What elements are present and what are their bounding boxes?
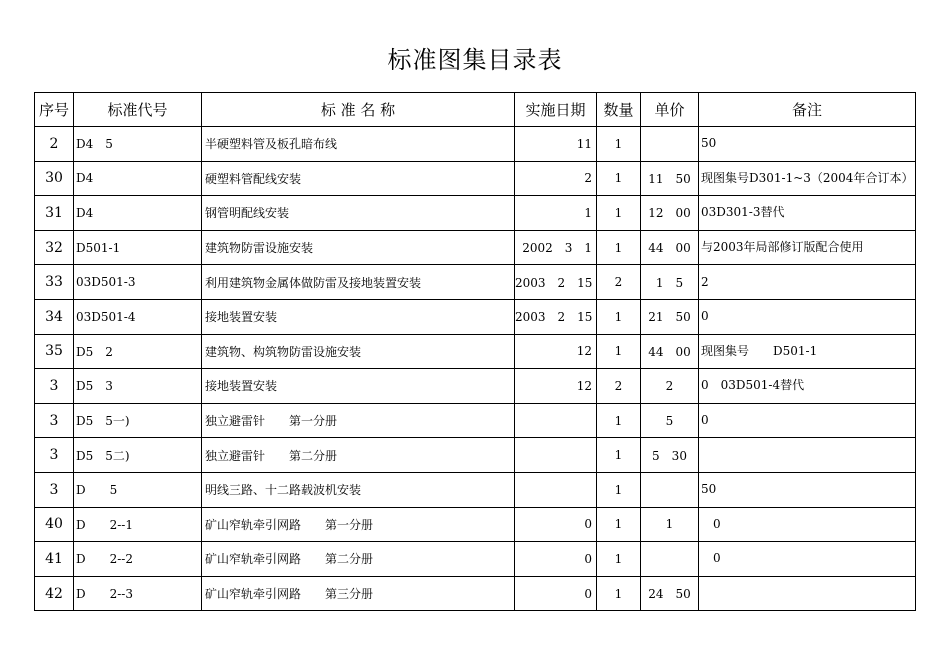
cell-code: D501-1	[74, 230, 202, 265]
table-row	[35, 334, 916, 369]
table-row	[35, 230, 916, 265]
cell-remark: 0	[699, 299, 916, 334]
cell-seq: 31	[35, 196, 74, 231]
cell-date: 2003 2 15	[515, 299, 597, 334]
catalog-table	[34, 92, 916, 611]
table-row	[35, 472, 916, 507]
cell-qty: 1	[597, 196, 641, 231]
header-code: 标准代号	[74, 93, 202, 127]
cell-qty: 1	[597, 542, 641, 577]
table-row	[35, 507, 916, 542]
cell-qty: 1	[597, 334, 641, 369]
header-name: 标 准 名 称	[202, 93, 515, 127]
cell-price: 11 50	[641, 161, 699, 196]
cell-qty: 2	[597, 369, 641, 404]
cell-name: 建筑物防雷设施安装	[202, 230, 515, 265]
cell-date: 1	[515, 196, 597, 231]
table-row	[35, 265, 916, 300]
cell-code: D 2--3	[74, 576, 202, 611]
cell-name: 独立避雷针 第二分册	[202, 438, 515, 473]
cell-seq: 40	[35, 507, 74, 542]
cell-name: 利用建筑物金属体做防雷及接地装置安装	[202, 265, 515, 300]
cell-qty: 1	[597, 507, 641, 542]
cell-price: 44 00	[641, 334, 699, 369]
cell-remark: 0	[699, 507, 916, 542]
cell-code: D4 5	[74, 127, 202, 162]
cell-date: 11	[515, 127, 597, 162]
cell-remark: 现图集号D301-1~3（2004年合订本）	[699, 161, 916, 196]
cell-remark: 0 03D501-4替代	[699, 369, 916, 404]
cell-code: D5 5二)	[74, 438, 202, 473]
cell-seq: 32	[35, 230, 74, 265]
cell-date: 12	[515, 334, 597, 369]
cell-name: 接地装置安装	[202, 299, 515, 334]
cell-qty: 1	[597, 403, 641, 438]
cell-qty: 2	[597, 265, 641, 300]
table-row	[35, 576, 916, 611]
cell-remark: 2	[699, 265, 916, 300]
table-row	[35, 161, 916, 196]
cell-remark: 03D301-3替代	[699, 196, 916, 231]
cell-name: 独立避雷针 第一分册	[202, 403, 515, 438]
cell-code: D5 3	[74, 369, 202, 404]
cell-date: 0	[515, 507, 597, 542]
cell-price: 24 50	[641, 576, 699, 611]
table-row	[35, 127, 916, 162]
table-row	[35, 299, 916, 334]
cell-name: 矿山窄轨牵引网路 第一分册	[202, 507, 515, 542]
cell-name: 钢管明配线安装	[202, 196, 515, 231]
cell-name: 明线三路、十二路载波机安装	[202, 472, 515, 507]
cell-qty: 1	[597, 472, 641, 507]
cell-qty: 1	[597, 299, 641, 334]
cell-code: D 2--2	[74, 542, 202, 577]
cell-date: 2	[515, 161, 597, 196]
table-row	[35, 403, 916, 438]
table-row	[35, 438, 916, 473]
cell-seq: 3	[35, 472, 74, 507]
cell-seq: 2	[35, 127, 74, 162]
cell-code: D4	[74, 161, 202, 196]
cell-qty: 1	[597, 161, 641, 196]
cell-price: 12 00	[641, 196, 699, 231]
cell-seq: 33	[35, 265, 74, 300]
cell-code: D 5	[74, 472, 202, 507]
cell-name: 矿山窄轨牵引网路 第三分册	[202, 576, 515, 611]
cell-code: D 2--1	[74, 507, 202, 542]
cell-name: 半硬塑料管及板孔暗布线	[202, 127, 515, 162]
cell-date: 0	[515, 542, 597, 577]
cell-remark: 0	[699, 542, 916, 577]
cell-price: 44 00	[641, 230, 699, 265]
cell-remark	[699, 576, 916, 611]
cell-remark: 50	[699, 472, 916, 507]
cell-price	[641, 127, 699, 162]
cell-date	[515, 438, 597, 473]
cell-remark: 0	[699, 403, 916, 438]
cell-seq: 3	[35, 369, 74, 404]
cell-qty: 1	[597, 576, 641, 611]
cell-code: 03D501-4	[74, 299, 202, 334]
cell-code: D5 5一)	[74, 403, 202, 438]
cell-date: 0	[515, 576, 597, 611]
table-row	[35, 542, 916, 577]
cell-remark: 与2003年局部修订版配合使用	[699, 230, 916, 265]
cell-price: 5 30	[641, 438, 699, 473]
page-title: 标准图集目录表	[387, 46, 563, 74]
cell-price: 1	[641, 507, 699, 542]
cell-date: 2003 2 15	[515, 265, 597, 300]
cell-code: 03D501-3	[74, 265, 202, 300]
cell-qty: 1	[597, 230, 641, 265]
cell-price: 21 50	[641, 299, 699, 334]
cell-code: D4	[74, 196, 202, 231]
cell-name: 硬塑料管配线安装	[202, 161, 515, 196]
cell-date: 2002 3 1	[515, 230, 597, 265]
cell-price: 5	[641, 403, 699, 438]
cell-seq: 3	[35, 438, 74, 473]
cell-seq: 35	[35, 334, 74, 369]
cell-date	[515, 403, 597, 438]
cell-seq: 3	[35, 403, 74, 438]
cell-name: 矿山窄轨牵引网路 第二分册	[202, 542, 515, 577]
cell-code: D5 2	[74, 334, 202, 369]
cell-seq: 41	[35, 542, 74, 577]
cell-qty: 1	[597, 438, 641, 473]
table-row	[35, 196, 916, 231]
header-seq: 序号	[35, 93, 74, 127]
header-remark: 备注	[699, 93, 916, 127]
cell-seq: 42	[35, 576, 74, 611]
cell-price: 2	[641, 369, 699, 404]
table-row	[35, 369, 916, 404]
cell-date: 12	[515, 369, 597, 404]
header-qty: 数量	[597, 93, 641, 127]
header-price: 单价	[641, 93, 699, 127]
cell-price: 1 5	[641, 265, 699, 300]
cell-qty: 1	[597, 127, 641, 162]
cell-seq: 34	[35, 299, 74, 334]
header-row	[35, 93, 916, 127]
header-date: 实施日期	[515, 93, 597, 127]
cell-remark: 现图集号 D501-1	[699, 334, 916, 369]
cell-name: 建筑物、构筑物防雷设施安装	[202, 334, 515, 369]
cell-remark: 50	[699, 127, 916, 162]
cell-name: 接地装置安装	[202, 369, 515, 404]
cell-remark	[699, 438, 916, 473]
cell-price	[641, 472, 699, 507]
cell-seq: 30	[35, 161, 74, 196]
cell-date	[515, 472, 597, 507]
cell-price	[641, 542, 699, 577]
